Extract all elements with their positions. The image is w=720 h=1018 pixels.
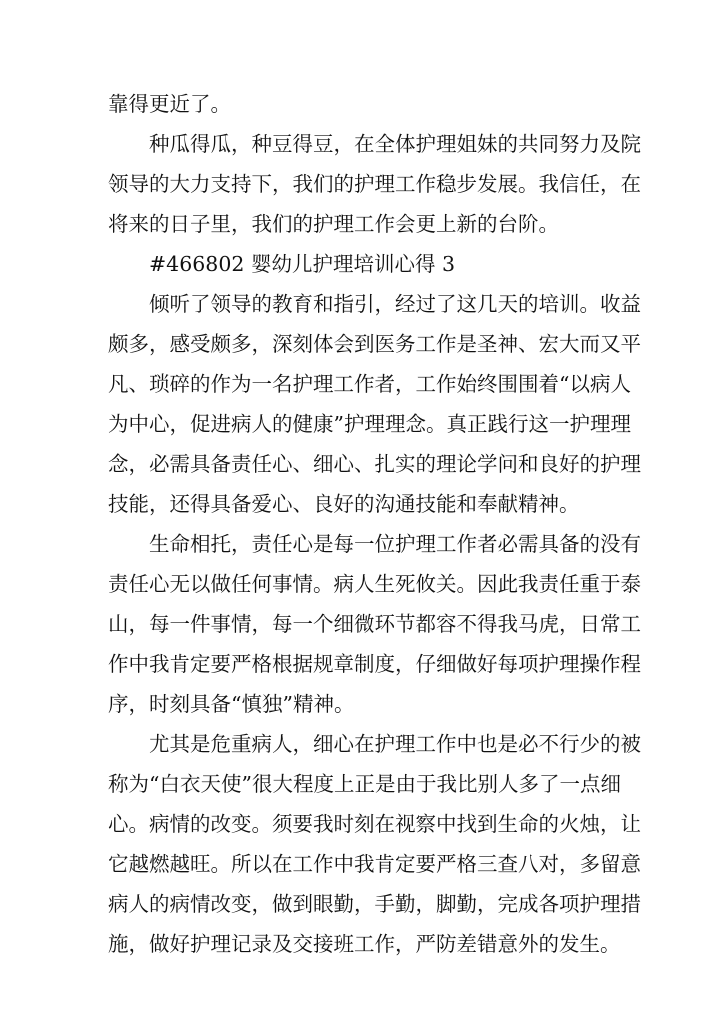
paragraph-first-line: 生命相托，责任心是每一位护理工作者必需具备的没有: [149, 532, 641, 556]
text-line: 责任心无以做任何事情。病人生死攸关。因此我责任重于泰: [108, 572, 641, 596]
text-line: 它越燃越旺。所以在工作中我肯定要严格三查八对，多留意: [108, 852, 641, 876]
paragraph-first-line: 尤其是危重病人，细心在护理工作中也是必不行少的被: [149, 732, 641, 756]
text-line: 颇多，感受颇多，深刻体会到医务工作是圣神、宏大而又平: [108, 332, 641, 356]
text-line: 称为“白衣天使”很大程度上正是由于我比别人多了一点细: [108, 772, 621, 796]
text-line: 心。病情的改变。须要我时刻在视察中找到生命的火烛，让: [108, 812, 641, 836]
text-line: 序，时刻具备“慎独”精神。: [108, 692, 355, 716]
text-line: 山，每一件事情，每一个细微环节都容不得我马虎，日常工: [108, 612, 641, 636]
text-line: 为中心，促进病人的健康”护理理念。真正践行这一护理理: [108, 412, 631, 436]
text-line: 技能，还得具备爱心、良好的沟通技能和奉献精神。: [108, 492, 580, 516]
section-heading: #466802 婴幼儿护理培训心得 3: [149, 252, 456, 276]
text-line: 作中我肯定要严格根据规章制度，仔细做好每项护理操作程: [108, 652, 641, 676]
text-line: 凡、琐碎的作为一名护理工作者，工作始终围围着“以病人: [108, 372, 631, 396]
paragraph-first-line: 种瓜得瓜，种豆得豆，在全体护理姐妹的共同努力及院: [149, 132, 641, 156]
text-line: 领导的大力支持下，我们的护理工作稳步发展。我信任，在: [108, 172, 641, 196]
paragraph-first-line: 倾听了领导的教育和指引，经过了这几天的培训。收益: [149, 292, 641, 316]
text-line: 将来的日子里，我们的护理工作会更上新的台阶。: [108, 212, 559, 236]
text-line: 念，必需具备责任心、细心、扎实的理论学问和良好的护理: [108, 452, 641, 476]
text-line: 靠得更近了。: [108, 92, 231, 116]
text-line: 病人的病情改变，做到眼勤，手勤，脚勤，完成各项护理措: [108, 892, 641, 916]
text-line: 施，做好护理记录及交接班工作，严防差错意外的发生。: [108, 932, 621, 956]
